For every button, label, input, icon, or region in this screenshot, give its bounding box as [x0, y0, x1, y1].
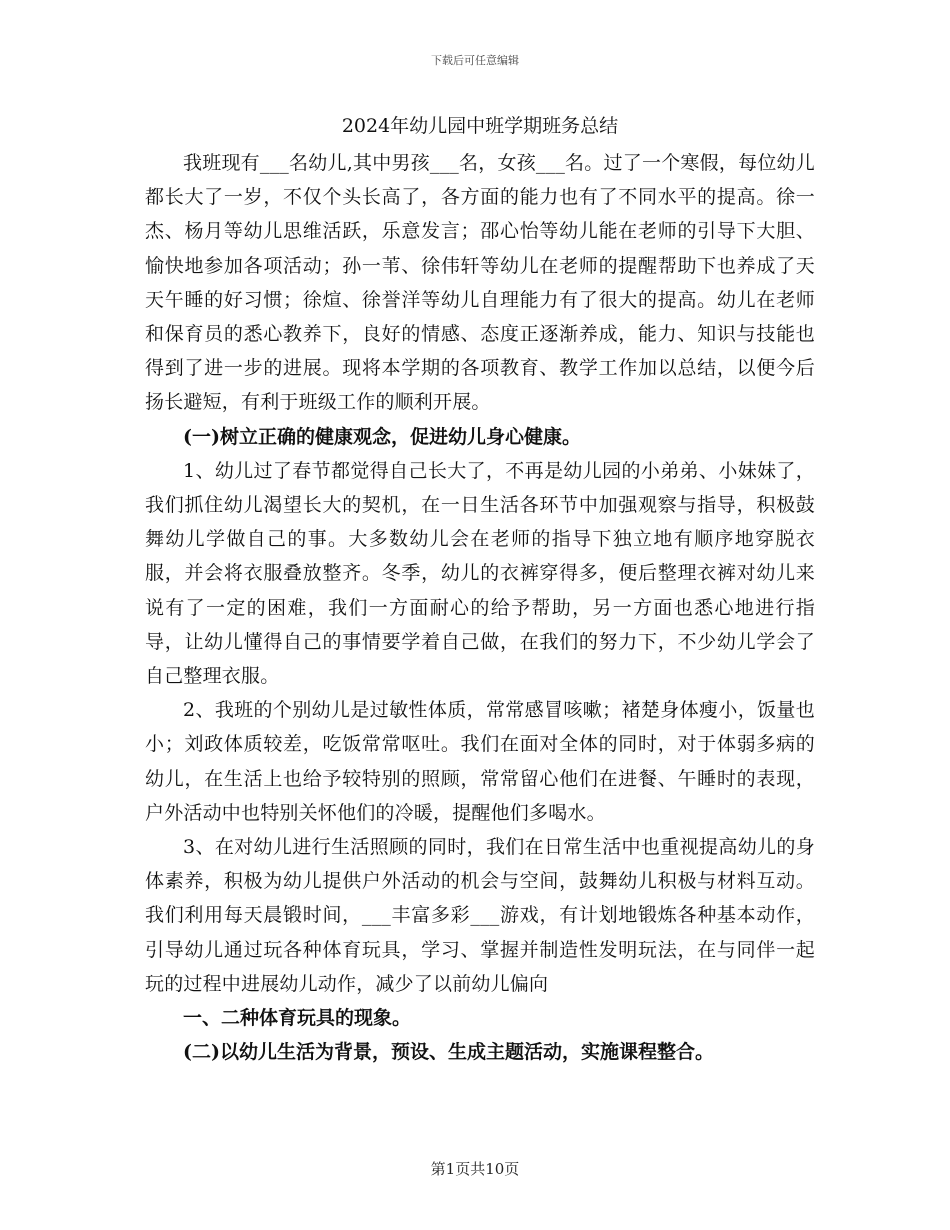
intro-paragraph: 我班现有___名幼儿,其中男孩___名，女孩___名。过了一个寒假，每位幼儿都长大了一岁，不仅个头长高了，各方面的能力也有了不同水平的提高。徐一杰、杨月等幼儿思维活跃，乐意发言；邵心怡等幼儿能在老师的引导下大胆、愉快地参加各项活动；孙一苇、徐伟轩等幼儿在老师的提醒帮助下也养成了天天午睡的好习惯；徐煊、徐誉洋等幼儿自理能力有了很大的提高。幼儿在老师和保育员的悉心教养下，良好的情感、态度正逐渐养成，能力、知识与技能也得到了进一步的进展。现将本学期的各项教育、教学工作加以总结，以便今后扬长避短，有利于班级工作的顺利开展。 [145, 152, 815, 414]
item-2-paragraph: 2、我班的个别幼儿是过敏性体质，常常感冒咳嗽；褚楚身体瘦小，饭量也小；刘政体质较差，吃饭常常呕吐。我们在面对全体的同时，对于体弱多病的幼儿，在生活上也给予较特别的照顾，常常留心他们在进餐、午睡时的表现，户外活动中也特别关怀他们的冷暖，提醒他们多喝水。 [145, 699, 815, 824]
section-1-heading: (一)树立正确的健康观念，促进幼儿身心健康。 [183, 425, 581, 448]
section-2-heading: (二)以幼儿生活为背景，预设、生成主题活动，实施课程整合。 [183, 1041, 714, 1064]
document-title: 2024年幼儿园中班学期班务总结 [341, 115, 619, 137]
page-number: 第1页共10页 [430, 1160, 520, 1178]
subheading: 一、二种体育玩具的现象。 [183, 1007, 412, 1030]
page-header-note: 下载后可任意编辑 [431, 54, 519, 67]
item-1-paragraph: 1、幼儿过了春节都觉得自己长大了，不再是幼儿园的小弟弟、小妹妹了，我们抓住幼儿渴望长大的契机，在一日生活各环节中加强观察与指导，积极鼓舞幼儿学做自己的事。大多数幼儿会在老师的指导下独立地有顺序地穿脱衣服，并会将衣服叠放整齐。冬季，幼儿的衣裤穿得多，便后整理衣裤对幼儿来说有了一定的困难，我们一方面耐心的给予帮助，另一方面也悉心地进行指导，让幼儿懂得自己的事情要学着自己做，在我们的努力下，不少幼儿学会了自己整理衣服。 [145, 459, 815, 688]
document-body [145, 108, 815, 1069]
item-3-paragraph: 3、在对幼儿进行生活照顾的同时，我们在日常生活中也重视提高幼儿的身体素养，积极为幼儿提供户外活动的机会与空间，鼓舞幼儿积极与材料互动。我们利用每天晨锻时间，___丰富多彩___游戏，有计划地锻炼各种基本动作，引导幼儿通过玩各种体育玩具，学习、掌握并制造性发明玩法，在与同伴一起玩的过程中进展幼儿动作，减少了以前幼儿偏向 [145, 836, 815, 995]
